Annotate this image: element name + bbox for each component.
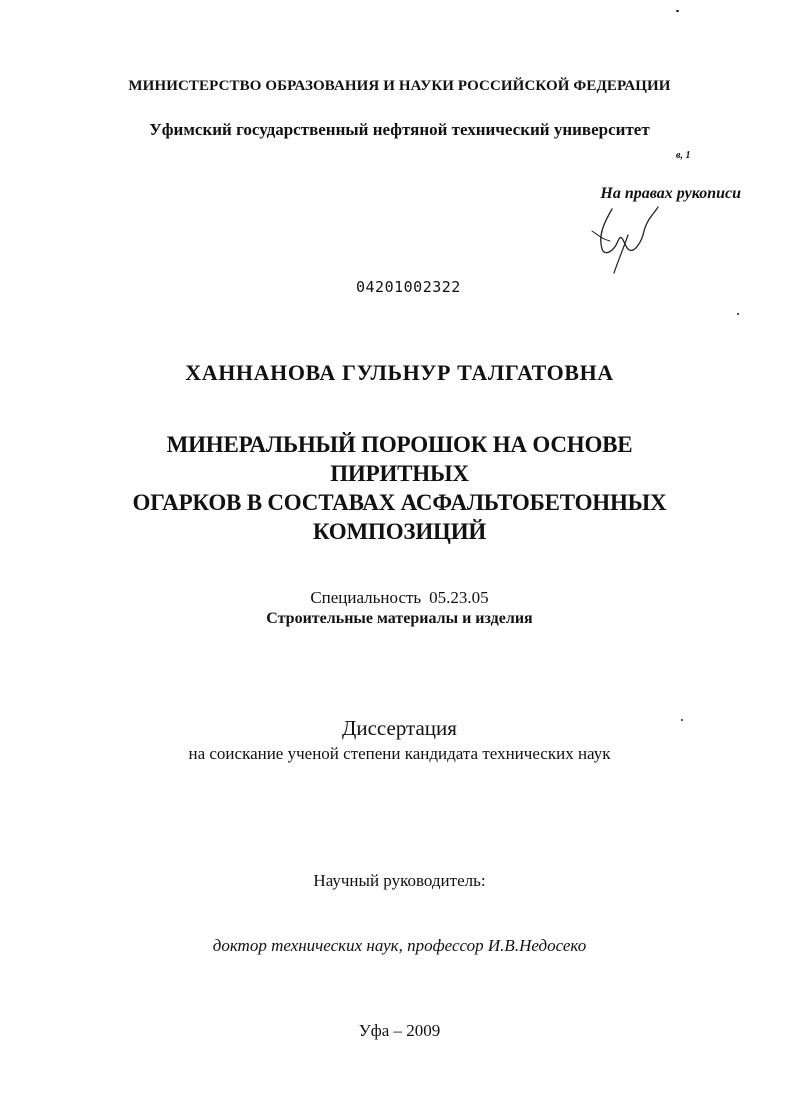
title-line: ОГАРКОВ В СОСТАВАХ АСФАЛЬТОБЕТОННЫХ bbox=[132, 490, 667, 515]
advisor-name: доктор технических наук, профессор И.В.Недосеко bbox=[212, 936, 587, 955]
title-line: КОМПОЗИЦИЙ bbox=[312, 519, 487, 544]
inventory-number: 04201002322 bbox=[356, 278, 461, 296]
title-line: МИНЕРАЛЬНЫЙ ПОРОШОК НА ОСНОВЕ ПИРИТНЫХ bbox=[166, 432, 633, 486]
manuscript-rights-note: На правах рукописи bbox=[600, 185, 741, 202]
author-name: ХАННАНОВА ГУЛЬНУР ТАЛГАТОВНА bbox=[185, 360, 614, 385]
work-type: Диссертация bbox=[342, 716, 457, 740]
dissertation-title bbox=[100, 430, 699, 546]
margin-mark: в, 1 bbox=[676, 150, 691, 161]
specialty-name: Строительные материалы и изделия bbox=[266, 610, 533, 627]
university-name: Уфимский государственный нефтяной технический университет bbox=[149, 120, 650, 139]
scan-speck bbox=[676, 10, 679, 12]
city-year: Уфа – 2009 bbox=[358, 1021, 441, 1040]
scan-speck bbox=[737, 313, 739, 315]
scan-speck bbox=[681, 719, 683, 721]
advisor-label: Научный руководитель: bbox=[313, 871, 486, 890]
degree-line: на соискание ученой степени кандидата технических наук bbox=[188, 744, 611, 763]
specialty-line bbox=[0, 588, 799, 608]
specialty-code: 05.23.05 bbox=[429, 588, 489, 607]
handwritten-signature bbox=[584, 205, 664, 277]
ministry-heading: МИНИСТЕРСТВО ОБРАЗОВАНИЯ И НАУКИ РОССИЙСКОЙ ФЕДЕРАЦИИ bbox=[128, 78, 671, 94]
specialty-label: Специальность bbox=[310, 588, 422, 607]
